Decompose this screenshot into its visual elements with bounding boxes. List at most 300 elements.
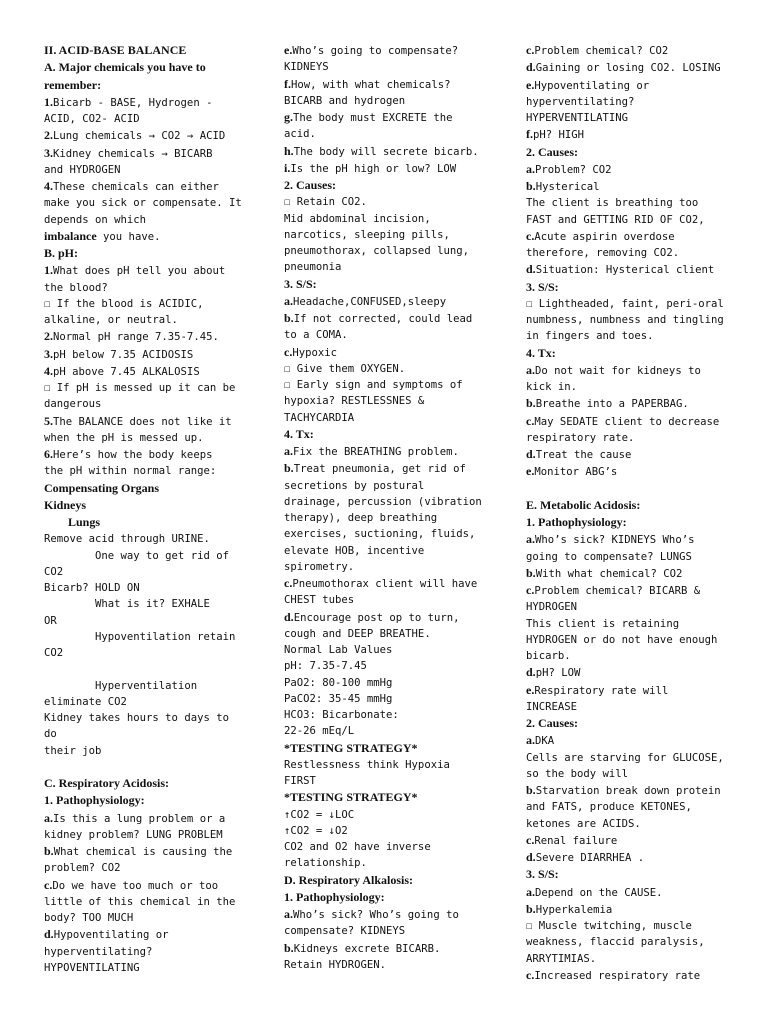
body-text: kick in. [526, 381, 578, 393]
text-line [284, 559, 492, 575]
text-line [44, 396, 244, 412]
text-line [44, 145, 244, 162]
body-text: to a COMA. [284, 329, 348, 342]
text-line [526, 616, 732, 632]
body-text: compensate? KIDNEYS [284, 925, 406, 938]
body-text: so the body will [526, 767, 629, 780]
body-text: Problem chemical? BICARB & [534, 585, 701, 597]
body-text: Severe DIARRHEA . [535, 852, 645, 864]
text-line [526, 42, 732, 59]
text-line [526, 565, 732, 582]
bold-text: B. pH: [44, 246, 79, 260]
body-text: pneumonia [284, 261, 342, 274]
body-text: secretions by postural [284, 479, 425, 492]
text-line [526, 279, 732, 296]
text-line [526, 362, 732, 379]
body-text: Treat pneumonia, get rid of [293, 463, 466, 476]
body-text: pH? HIGH [533, 129, 585, 142]
body-text: The body must EXCRETE the [293, 112, 453, 124]
text-line [284, 361, 492, 377]
bold-text: e. [526, 77, 535, 92]
text-line [284, 707, 492, 723]
body-text: bicarb. [526, 650, 571, 662]
body-text: KIDNEYS [284, 61, 329, 74]
text-line [44, 463, 244, 479]
body-text: ACID, CO2- ACID [44, 113, 140, 125]
body-text: FIRST [284, 775, 316, 787]
body-text: DKA [535, 735, 555, 748]
text-line [44, 860, 244, 876]
text-line [44, 480, 244, 497]
bold-text: c. [526, 413, 535, 428]
text-line [526, 832, 732, 849]
body-text: hypoxia? RESTLESSNES & [284, 395, 425, 408]
bold-text: Kidneys [44, 497, 87, 512]
bold-text: c. [526, 967, 535, 982]
text-line [284, 211, 492, 227]
bold-text: d. [526, 447, 536, 461]
text-line [44, 710, 244, 726]
body-text: BICARB and hydrogen [284, 94, 406, 107]
body-text: body? TOO MUCH [44, 912, 134, 924]
body-text: TACHYCARDIA [284, 411, 355, 424]
text-line [284, 327, 492, 343]
body-text: PaCO2: 35-45 mmHg [284, 692, 393, 705]
body-text: Mid abdominal incision, [284, 212, 431, 225]
bold-text: 1. [44, 263, 53, 278]
body-text: Hypoventilating or [534, 79, 650, 92]
body-text: ☐ If the blood is ACIDIC, [44, 297, 204, 310]
text-line [284, 410, 492, 426]
body-text: ↑CO2 = ↓LOC [284, 808, 355, 821]
bold-text: b. [284, 940, 294, 955]
text-line [284, 940, 492, 957]
body-text: ARRYTIMIAS. [526, 952, 597, 965]
body-text: pH below 7.35 ACIDOSIS [53, 348, 194, 361]
body-text: Starvation break down protein [535, 785, 721, 797]
bold-text: 3. S/S: [284, 276, 317, 291]
body-text: cough and DEEP BREATHE. [284, 627, 431, 640]
text-line [44, 877, 244, 894]
body-text: Encourage post op to turn, [293, 611, 460, 624]
body-text: Remove acid through URINE. [44, 533, 210, 546]
text-line [526, 77, 732, 94]
body-text: Do not wait for kidneys to [535, 364, 701, 377]
blank-line [44, 759, 244, 775]
text-line [284, 76, 492, 93]
body-text: weakness, flaccid paralysis, [526, 936, 705, 949]
bold-text: c. [526, 228, 535, 243]
body-text: Kidney takes hours to days to [44, 712, 229, 724]
text-line [284, 143, 492, 160]
body-text: Bicarb - BASE, Hydrogen - [53, 96, 213, 109]
bold-text: c. [284, 344, 293, 359]
bold-text: 4. Tx: [526, 345, 556, 360]
text-line [284, 259, 492, 275]
body-text: The body will secrete bicarb. [293, 145, 479, 158]
text-line [44, 296, 244, 312]
body-text: This client is retaining [526, 617, 680, 630]
body-text: Pneumothorax client will have [292, 578, 478, 590]
text-line [526, 918, 732, 934]
text-line [526, 799, 732, 815]
body-text: INCREASE [526, 700, 578, 713]
body-text: hyperventilating? [526, 95, 635, 108]
body-text: numbness, numbness and tingling [526, 314, 724, 326]
bold-text: 2. [44, 128, 53, 143]
bold-text: b. [526, 396, 536, 411]
bold-text: *TESTING STRATEGY* [284, 790, 418, 805]
body-text: Monitor ABG’s [534, 466, 618, 479]
body-text: Hysterical [535, 181, 600, 193]
bold-text: c. [526, 832, 535, 847]
body-text: Gaining or losing CO2. LOSING [535, 62, 721, 75]
text-line [44, 726, 244, 742]
text-line [526, 549, 732, 565]
body-text: alkaline, or neutral. [44, 314, 178, 326]
bold-text: f. [526, 127, 533, 142]
bold-text: b. [284, 311, 294, 325]
body-text: How, with what chemicals? [291, 78, 451, 91]
body-text: CO2 [44, 647, 64, 659]
body-text: What is it? EXHALE [44, 598, 210, 611]
bold-text: e. [526, 682, 535, 697]
text-line [526, 195, 732, 211]
column-1 [44, 42, 244, 976]
text-line [284, 575, 492, 592]
body-text: Treat the cause [535, 449, 632, 461]
text-line [284, 543, 492, 559]
bold-text: remember: [44, 77, 102, 92]
text-line [284, 393, 492, 409]
text-line [44, 312, 244, 328]
body-text: Problem chemical? CO2 [534, 45, 669, 57]
body-text: Depend on the CAUSE. [535, 886, 663, 899]
bold-text: c. [44, 877, 53, 892]
body-text: pneumothorax, collapsed lung, [284, 245, 469, 257]
text-line [526, 126, 732, 143]
text-line [284, 93, 492, 109]
text-line [284, 839, 492, 855]
bold-text: a. [284, 444, 293, 458]
bold-text: c. [526, 43, 535, 57]
text-line [284, 177, 492, 194]
text-line [44, 94, 244, 111]
body-text: 22-26 mEq/L [284, 725, 355, 738]
bold-text: d. [526, 665, 536, 680]
text-line [526, 632, 732, 648]
text-line [44, 827, 244, 843]
body-text: and FATS, produce KETONES, [526, 801, 692, 814]
text-line [526, 110, 732, 126]
text-line [44, 380, 244, 396]
text-line [44, 228, 244, 245]
text-line [284, 823, 492, 839]
text-line [526, 345, 732, 362]
text-line [526, 901, 732, 918]
text-line [284, 59, 492, 75]
bold-text: 4. Tx: [284, 426, 314, 441]
text-line [526, 413, 732, 430]
body-text: ☐ Muscle twitching, muscle [526, 920, 692, 932]
text-line [44, 111, 244, 127]
body-text: pH: 7.35-7.45 [284, 660, 367, 673]
body-text: elevate HOB, incentive [284, 544, 425, 557]
text-line [284, 42, 492, 59]
body-text: HYPOVENTILATING [44, 961, 140, 974]
body-text: Retain HYDROGEN. [284, 958, 387, 971]
text-line [526, 766, 732, 782]
text-line [526, 599, 732, 615]
text-line [44, 446, 244, 463]
text-line [44, 960, 244, 976]
bold-text: b. [44, 844, 54, 858]
text-line [526, 782, 732, 799]
body-text: the blood? [44, 281, 108, 294]
text-line [284, 109, 492, 126]
text-line [526, 816, 732, 832]
bold-text: g. [284, 110, 293, 124]
body-text: Lung chemicals → CO2 → ACID [53, 130, 226, 143]
text-line [284, 160, 492, 177]
bold-text: 2. Causes: [526, 716, 579, 730]
bold-text: 1. [44, 94, 53, 109]
text-line [526, 732, 732, 749]
body-text: relationship. [284, 857, 367, 870]
body-text: eliminate CO2 [44, 695, 127, 708]
text-line [44, 59, 244, 76]
bold-text: a. [284, 293, 293, 308]
text-line [44, 596, 244, 612]
bold-text: 3. S/S: [526, 279, 559, 294]
text-line [284, 194, 492, 210]
text-line [44, 212, 244, 228]
text-line [526, 261, 732, 278]
bold-text: 1. Pathophysiology: [284, 889, 385, 904]
body-text: If not corrected, could lead [293, 313, 473, 325]
body-text: HYPERVENTILATING [526, 112, 629, 124]
text-line [284, 773, 492, 789]
text-line [526, 144, 732, 161]
text-line [526, 395, 732, 412]
bold-text: b. [526, 783, 536, 797]
body-text: pH above 7.45 ALKALOSIS [53, 365, 200, 378]
body-text: Who’s going to compensate? [292, 45, 459, 57]
body-text: you have. [96, 230, 161, 243]
text-line [526, 312, 732, 328]
column-2 [284, 42, 492, 973]
text-line [526, 951, 732, 967]
text-line [284, 740, 492, 757]
bold-text: 3. [44, 346, 53, 361]
body-text: going to compensate? LUNGS [526, 550, 692, 563]
body-text: HYDROGEN or do not have enough [526, 633, 718, 646]
text-line [284, 344, 492, 361]
body-text: Here’s how the body keeps [53, 449, 213, 461]
bold-text: b. [526, 565, 536, 580]
body-text: respiratory rate. [526, 431, 635, 444]
bold-text: imbalance [44, 228, 97, 243]
text-line [526, 648, 732, 664]
bold-text: d. [284, 609, 294, 624]
bold-text: b. [284, 461, 294, 476]
body-text: Hypoventilating or [53, 929, 169, 942]
text-line [284, 807, 492, 823]
bold-text: c. [284, 576, 293, 590]
text-line [526, 934, 732, 950]
text-line [284, 658, 492, 674]
text-line [526, 178, 732, 195]
text-line [44, 497, 244, 514]
text-line [526, 866, 732, 883]
body-text: dangerous [44, 398, 102, 411]
bold-text: 6. [44, 447, 53, 461]
text-line [284, 377, 492, 393]
text-line [44, 926, 244, 943]
text-line [526, 750, 732, 766]
body-text: Bicarb? HOLD ON [44, 582, 140, 594]
text-line [526, 582, 732, 599]
body-text: ☐ Give them OXYGEN. [284, 362, 406, 375]
bold-text: a. [526, 362, 535, 377]
text-line [44, 262, 244, 279]
body-text: their job [44, 744, 102, 757]
bold-text: D. Respiratory Alkalosis: [284, 872, 413, 887]
text-line [284, 923, 492, 939]
text-line [44, 531, 244, 547]
bold-text: b. [526, 901, 536, 916]
text-line [526, 463, 732, 480]
bold-text: c. [526, 583, 535, 597]
text-line [284, 957, 492, 973]
text-line [44, 77, 244, 94]
bold-text: d. [526, 60, 536, 75]
body-text: CHEST tubes [284, 594, 355, 607]
body-text: HCO3: Bicarbonate: [284, 709, 399, 721]
bold-text: *TESTING STRATEGY* [284, 740, 418, 755]
body-text: OR [44, 614, 57, 627]
bold-text: 1. Pathophysiology: [526, 515, 627, 529]
text-line [44, 548, 244, 564]
body-text: drainage, percussion (vibration [284, 495, 482, 508]
body-text: in fingers and toes. [526, 330, 654, 343]
body-text: FAST and GETTING RID OF CO2, [526, 213, 705, 226]
text-line [526, 161, 732, 178]
text-line [284, 592, 492, 608]
body-text: Kidney chemicals → BICARB [53, 147, 213, 160]
text-line [44, 944, 244, 960]
text-line [284, 478, 492, 494]
text-line [526, 446, 732, 463]
body-text: Renal failure [534, 834, 618, 847]
text-line [526, 59, 732, 76]
body-text: What does pH tell you about [53, 265, 226, 278]
blank-line [44, 661, 244, 677]
body-text: make you sick or compensate. It [44, 197, 242, 210]
text-line [44, 775, 244, 792]
text-line [284, 510, 492, 526]
body-text: With what chemical? CO2 [535, 567, 683, 580]
text-line [44, 363, 244, 380]
body-text: Hyperventilation [44, 679, 198, 692]
body-text: Do we have too much or too [52, 879, 219, 892]
body-text: Kidneys excrete BICARB. [293, 942, 441, 955]
text-line [44, 843, 244, 860]
text-line [44, 743, 244, 759]
text-line [44, 127, 244, 144]
body-text: Acute aspirin overdose [534, 230, 675, 243]
bold-text: a. [526, 161, 535, 176]
text-line [284, 757, 492, 773]
body-text: Normal Lab Values [284, 644, 393, 656]
text-line [526, 682, 732, 699]
text-line [44, 162, 244, 178]
bold-text: e. [526, 464, 535, 479]
bold-text: 1. Pathophysiology: [44, 793, 145, 808]
bold-text: 2. Causes: [526, 144, 579, 159]
text-line [284, 691, 492, 707]
bold-text: d. [44, 927, 54, 942]
body-text: The client is breathing too [526, 197, 699, 210]
bold-text: h. [284, 143, 294, 158]
body-text: Who’s sick? KIDNEYS Who’s [535, 534, 695, 547]
text-line [284, 642, 492, 658]
text-line [284, 855, 492, 871]
bold-text: 4. [44, 363, 53, 378]
bold-text: a. [526, 532, 535, 547]
bold-text: 4. [44, 179, 53, 193]
body-text: The BALANCE does not like it [53, 415, 232, 428]
body-text: Problem? CO2 [535, 163, 612, 176]
blank-line [526, 481, 732, 497]
body-text: when the pH is messed up. [44, 431, 204, 444]
body-text: What chemical is causing the [53, 846, 233, 858]
body-text: kidney problem? LUNG PROBLEM [44, 828, 223, 841]
body-text: Situation: Hysterical client [535, 264, 715, 277]
text-line [526, 514, 732, 531]
text-line [526, 94, 732, 110]
bold-text: A. Major chemicals you have to [44, 60, 206, 75]
text-line [44, 328, 244, 345]
body-text: Respiratory rate will [534, 684, 669, 697]
text-line [284, 293, 492, 310]
text-line [284, 723, 492, 739]
body-text: CO2 [44, 565, 64, 578]
body-text: and HYDROGEN [44, 163, 121, 176]
body-text: narcotics, sleeping pills, [284, 228, 450, 241]
bold-text: 2. Causes: [284, 178, 337, 192]
bold-text: 3. [44, 145, 53, 160]
body-text: ☐ If pH is messed up it can be [44, 382, 236, 394]
text-line [526, 967, 732, 984]
bold-text: i. [284, 160, 291, 175]
text-line [526, 430, 732, 446]
text-line [526, 849, 732, 866]
body-text: Breathe into a PAPERBAG. [535, 398, 689, 411]
text-line [44, 280, 244, 296]
body-text: Is this a lung problem or a [53, 812, 226, 825]
body-text: ☐ Retain CO2. [284, 196, 367, 209]
text-line [44, 178, 244, 195]
body-text: therefore, removing CO2. [526, 247, 680, 259]
bold-text: a. [44, 810, 53, 825]
text-line [44, 613, 244, 629]
bold-text: Compensating Organs [44, 480, 160, 495]
bold-text: e. [284, 43, 293, 57]
body-text: problem? CO2 [44, 862, 121, 875]
text-line [44, 678, 244, 694]
text-line [44, 346, 244, 363]
